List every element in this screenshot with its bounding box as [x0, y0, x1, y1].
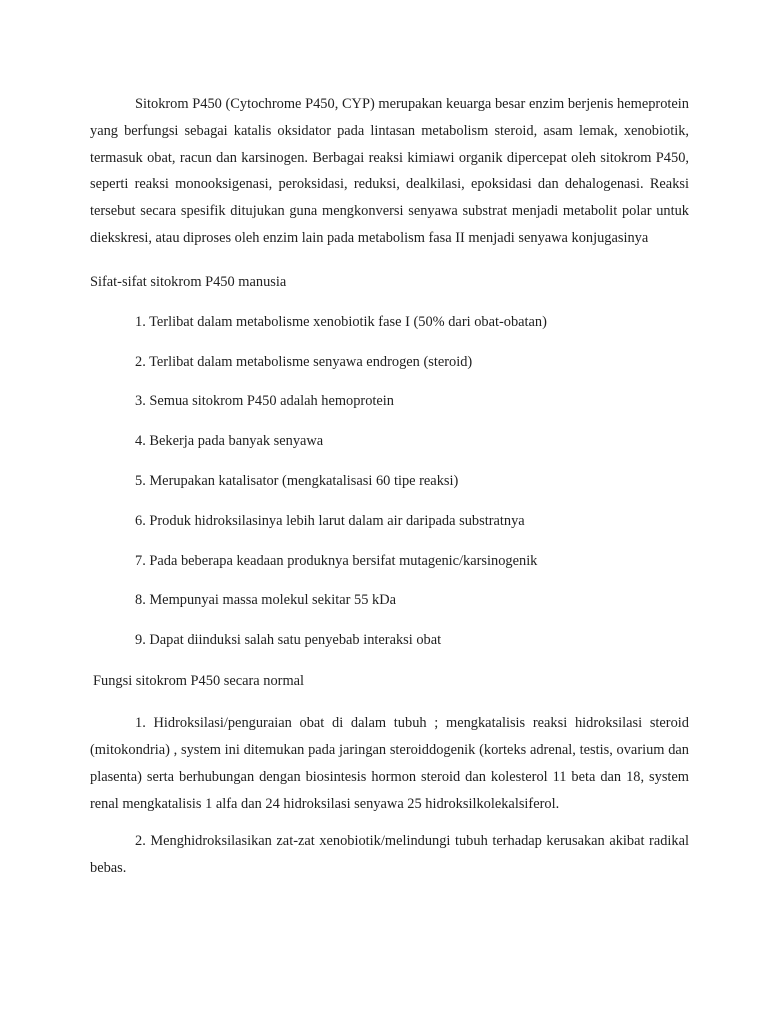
list-item: 1. Hidroksilasi/penguraian obat di dalam tubuh ; mengkatalisis reaksi hidroksilasi steroid (mitokondria) , system ini ditemukan pada jaringan steroiddogenik (korteks adrenal, testis, ovarium dan plasenta) serta berhubungan dengan biosintesis hormon steroid dan kolesterol 11 beta dan 18, system renal mengkatalisis 1 alfa dan 24 hidroksilasi senyawa 25 hidroksilkolekalsiferol.	[90, 715, 689, 812]
list-item: 5. Merupakan katalisator (mengkatalisasi 60 tipe reaksi)	[135, 472, 459, 489]
section-heading-sifat: Sifat-sifat sitokrom P450 manusia	[90, 273, 287, 290]
list-item: 7. Pada beberapa keadaan produknya bersifat mutagenic/karsinogenik	[135, 552, 538, 569]
list-item: 1. Terlibat dalam metabolisme xenobiotik fase I (50% dari obat-obatan)	[135, 313, 547, 330]
list-item: 9. Dapat diinduksi salah satu penyebab interaksi obat	[135, 632, 442, 649]
intro-text: Sitokrom P450 (Cytochrome P450, CYP) merupakan keuarga besar enzim berjenis hemeprotein yang berfungsi sebagai katalis oksidator pada lintasan metabolism steroid, asam lemak, xenobiotik, termasuk obat, racun dan karsinogen. Berbagai reaksi kimiawi organik dipercepat oleh sitokrom P450, seperti reaksi monooksigenasi, peroksidasi, reduksi, dealkilasi, epoksidasi dan dehalogenasi. Reaksi tersebut secara spesifik ditujukan guna mengkonversi senyawa substrat menjadi metabolit polar untuk diekskresi, atau diproses oleh enzim lain pada metabolism fasa II menjadi senyawa konjugasinya	[90, 96, 689, 246]
fungsi-list	[90, 710, 689, 882]
intro-paragraph	[90, 91, 689, 252]
section-heading-fungsi: Fungsi sitokrom P450 secara normal	[93, 673, 305, 690]
sifat-list	[90, 312, 689, 650]
list-item: 3. Semua sitokrom P450 adalah hemoprotein	[135, 393, 394, 410]
list-item: 4. Bekerja pada banyak senyawa	[135, 433, 324, 450]
list-item: 8. Mempunyai massa molekul sekitar 55 kDa	[135, 592, 396, 609]
list-item: 6. Produk hidroksilasinya lebih larut dalam air daripada substratnya	[135, 512, 525, 529]
list-item: 2. Terlibat dalam metabolisme senyawa endrogen (steroid)	[135, 353, 473, 370]
list-item: 2. Menghidroksilasikan zat-zat xenobiotik/melindungi tubuh terhadap kerusakan akibat radikal bebas.	[90, 833, 689, 877]
